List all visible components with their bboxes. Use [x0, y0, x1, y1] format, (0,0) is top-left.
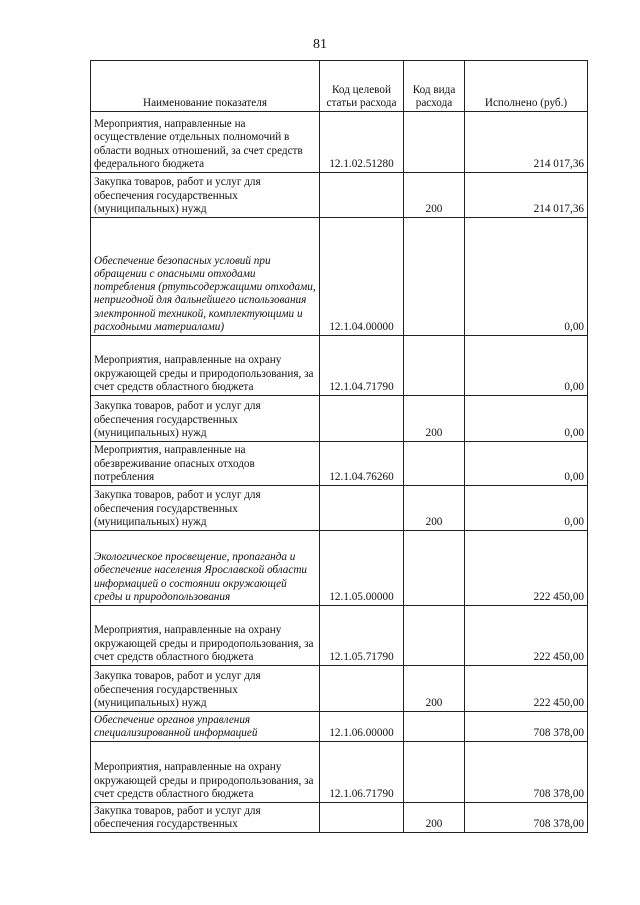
table-row: [91, 531, 588, 606]
header-expense-kind: Код вида расхода: [404, 61, 465, 112]
table-row: [91, 803, 588, 833]
row-expense-kind-cell: [404, 218, 465, 336]
table-body: [91, 112, 588, 833]
row-name-cell: Закупка товаров, работ и услуг для обеспечения государственных (муниципальных) нужд: [91, 173, 320, 218]
row-amount-cell: 708 378,00: [465, 803, 588, 833]
row-amount-cell: 222 450,00: [465, 531, 588, 606]
row-name-cell: Закупка товаров, работ и услуг для обеспечения государственных (муниципальных) нужд: [91, 396, 320, 442]
row-expense-kind-cell: [404, 112, 465, 173]
row-name-cell: Закупка товаров, работ и услуг для обеспечения государственных (муниципальных) нужд: [91, 486, 320, 531]
row-target-code-cell: 12.1.06.00000: [320, 712, 404, 742]
table-row: [91, 173, 588, 218]
row-amount-cell: 0,00: [465, 442, 588, 486]
row-target-code-cell: [320, 173, 404, 218]
header-executed-amount: Исполнено (руб.): [465, 61, 588, 112]
row-amount-cell: 222 450,00: [465, 606, 588, 666]
row-expense-kind-cell: [404, 336, 465, 396]
row-expense-kind-cell: [404, 742, 465, 803]
row-amount-cell: 222 450,00: [465, 666, 588, 712]
table-row: [91, 218, 588, 336]
table-row: [91, 666, 588, 712]
row-target-code-cell: 12.1.04.76260: [320, 442, 404, 486]
row-name-cell: Обеспечение безопасных условий при обращении с опасными отходами потребления (ртутьсодержащими отходами, непригодной для дальнейшего использования электронной техникой, комплектующими и расходными материалами): [91, 218, 320, 336]
table-row: [91, 486, 588, 531]
row-amount-cell: 0,00: [465, 486, 588, 531]
row-name-cell: Экологическое просвещение, пропаганда и обеспечение населения Ярославской области информацией о состоянии окружающей среды и природопользования: [91, 531, 320, 606]
row-target-code-cell: [320, 396, 404, 442]
row-expense-kind-cell: [404, 442, 465, 486]
row-target-code-cell: 12.1.05.00000: [320, 531, 404, 606]
row-name-cell: Закупка товаров, работ и услуг для обеспечения государственных: [91, 803, 320, 833]
table-header: [91, 61, 588, 112]
row-amount-cell: 214 017,36: [465, 173, 588, 218]
row-target-code-cell: [320, 486, 404, 531]
header-target-code: Код целевой статьи расхода: [320, 61, 404, 112]
row-amount-cell: 0,00: [465, 218, 588, 336]
row-target-code-cell: 12.1.06.71790: [320, 742, 404, 803]
row-amount-cell: 0,00: [465, 336, 588, 396]
row-target-code-cell: [320, 803, 404, 833]
row-target-code-cell: 12.1.04.71790: [320, 336, 404, 396]
row-name-cell: Мероприятия, направленные на обезвреживание опасных отходов потребления: [91, 442, 320, 486]
row-name-cell: Мероприятия, направленные на охрану окружающей среды и природопользования, за счет средств областного бюджета: [91, 742, 320, 803]
table-row: [91, 336, 588, 396]
table-row: [91, 712, 588, 742]
row-name-cell: Обеспечение органов управления специализированной информацией: [91, 712, 320, 742]
table-row: [91, 396, 588, 442]
table-row: [91, 606, 588, 666]
row-target-code-cell: 12.1.05.71790: [320, 606, 404, 666]
row-target-code-cell: [320, 666, 404, 712]
row-amount-cell: 0,00: [465, 396, 588, 442]
table-row: [91, 742, 588, 803]
row-expense-kind-cell: [404, 531, 465, 606]
row-name-cell: Мероприятия, направленные на осуществление отдельных полномочий в области водных отношений, за счет средств федерального бюджета: [91, 112, 320, 173]
row-expense-kind-cell: 200: [404, 803, 465, 833]
row-expense-kind-cell: [404, 712, 465, 742]
row-expense-kind-cell: 200: [404, 396, 465, 442]
row-expense-kind-cell: 200: [404, 486, 465, 531]
row-name-cell: Закупка товаров, работ и услуг для обеспечения государственных (муниципальных) нужд: [91, 666, 320, 712]
row-amount-cell: 214 017,36: [465, 112, 588, 173]
page-number: 81: [313, 37, 327, 52]
row-amount-cell: 708 378,00: [465, 712, 588, 742]
row-target-code-cell: 12.1.04.00000: [320, 218, 404, 336]
row-name-cell: Мероприятия, направленные на охрану окружающей среды и природопользования, за счет средств областного бюджета: [91, 606, 320, 666]
row-expense-kind-cell: [404, 606, 465, 666]
row-target-code-cell: 12.1.02.51280: [320, 112, 404, 173]
row-expense-kind-cell: 200: [404, 666, 465, 712]
row-amount-cell: 708 378,00: [465, 742, 588, 803]
table-row: [91, 442, 588, 486]
row-name-cell: Мероприятия, направленные на охрану окружающей среды и природопользования, за счет средств областного бюджета: [91, 336, 320, 396]
table-row: [91, 112, 588, 173]
row-expense-kind-cell: 200: [404, 173, 465, 218]
expenditure-table: [90, 60, 588, 833]
header-indicator-name: Наименование показателя: [91, 61, 320, 112]
